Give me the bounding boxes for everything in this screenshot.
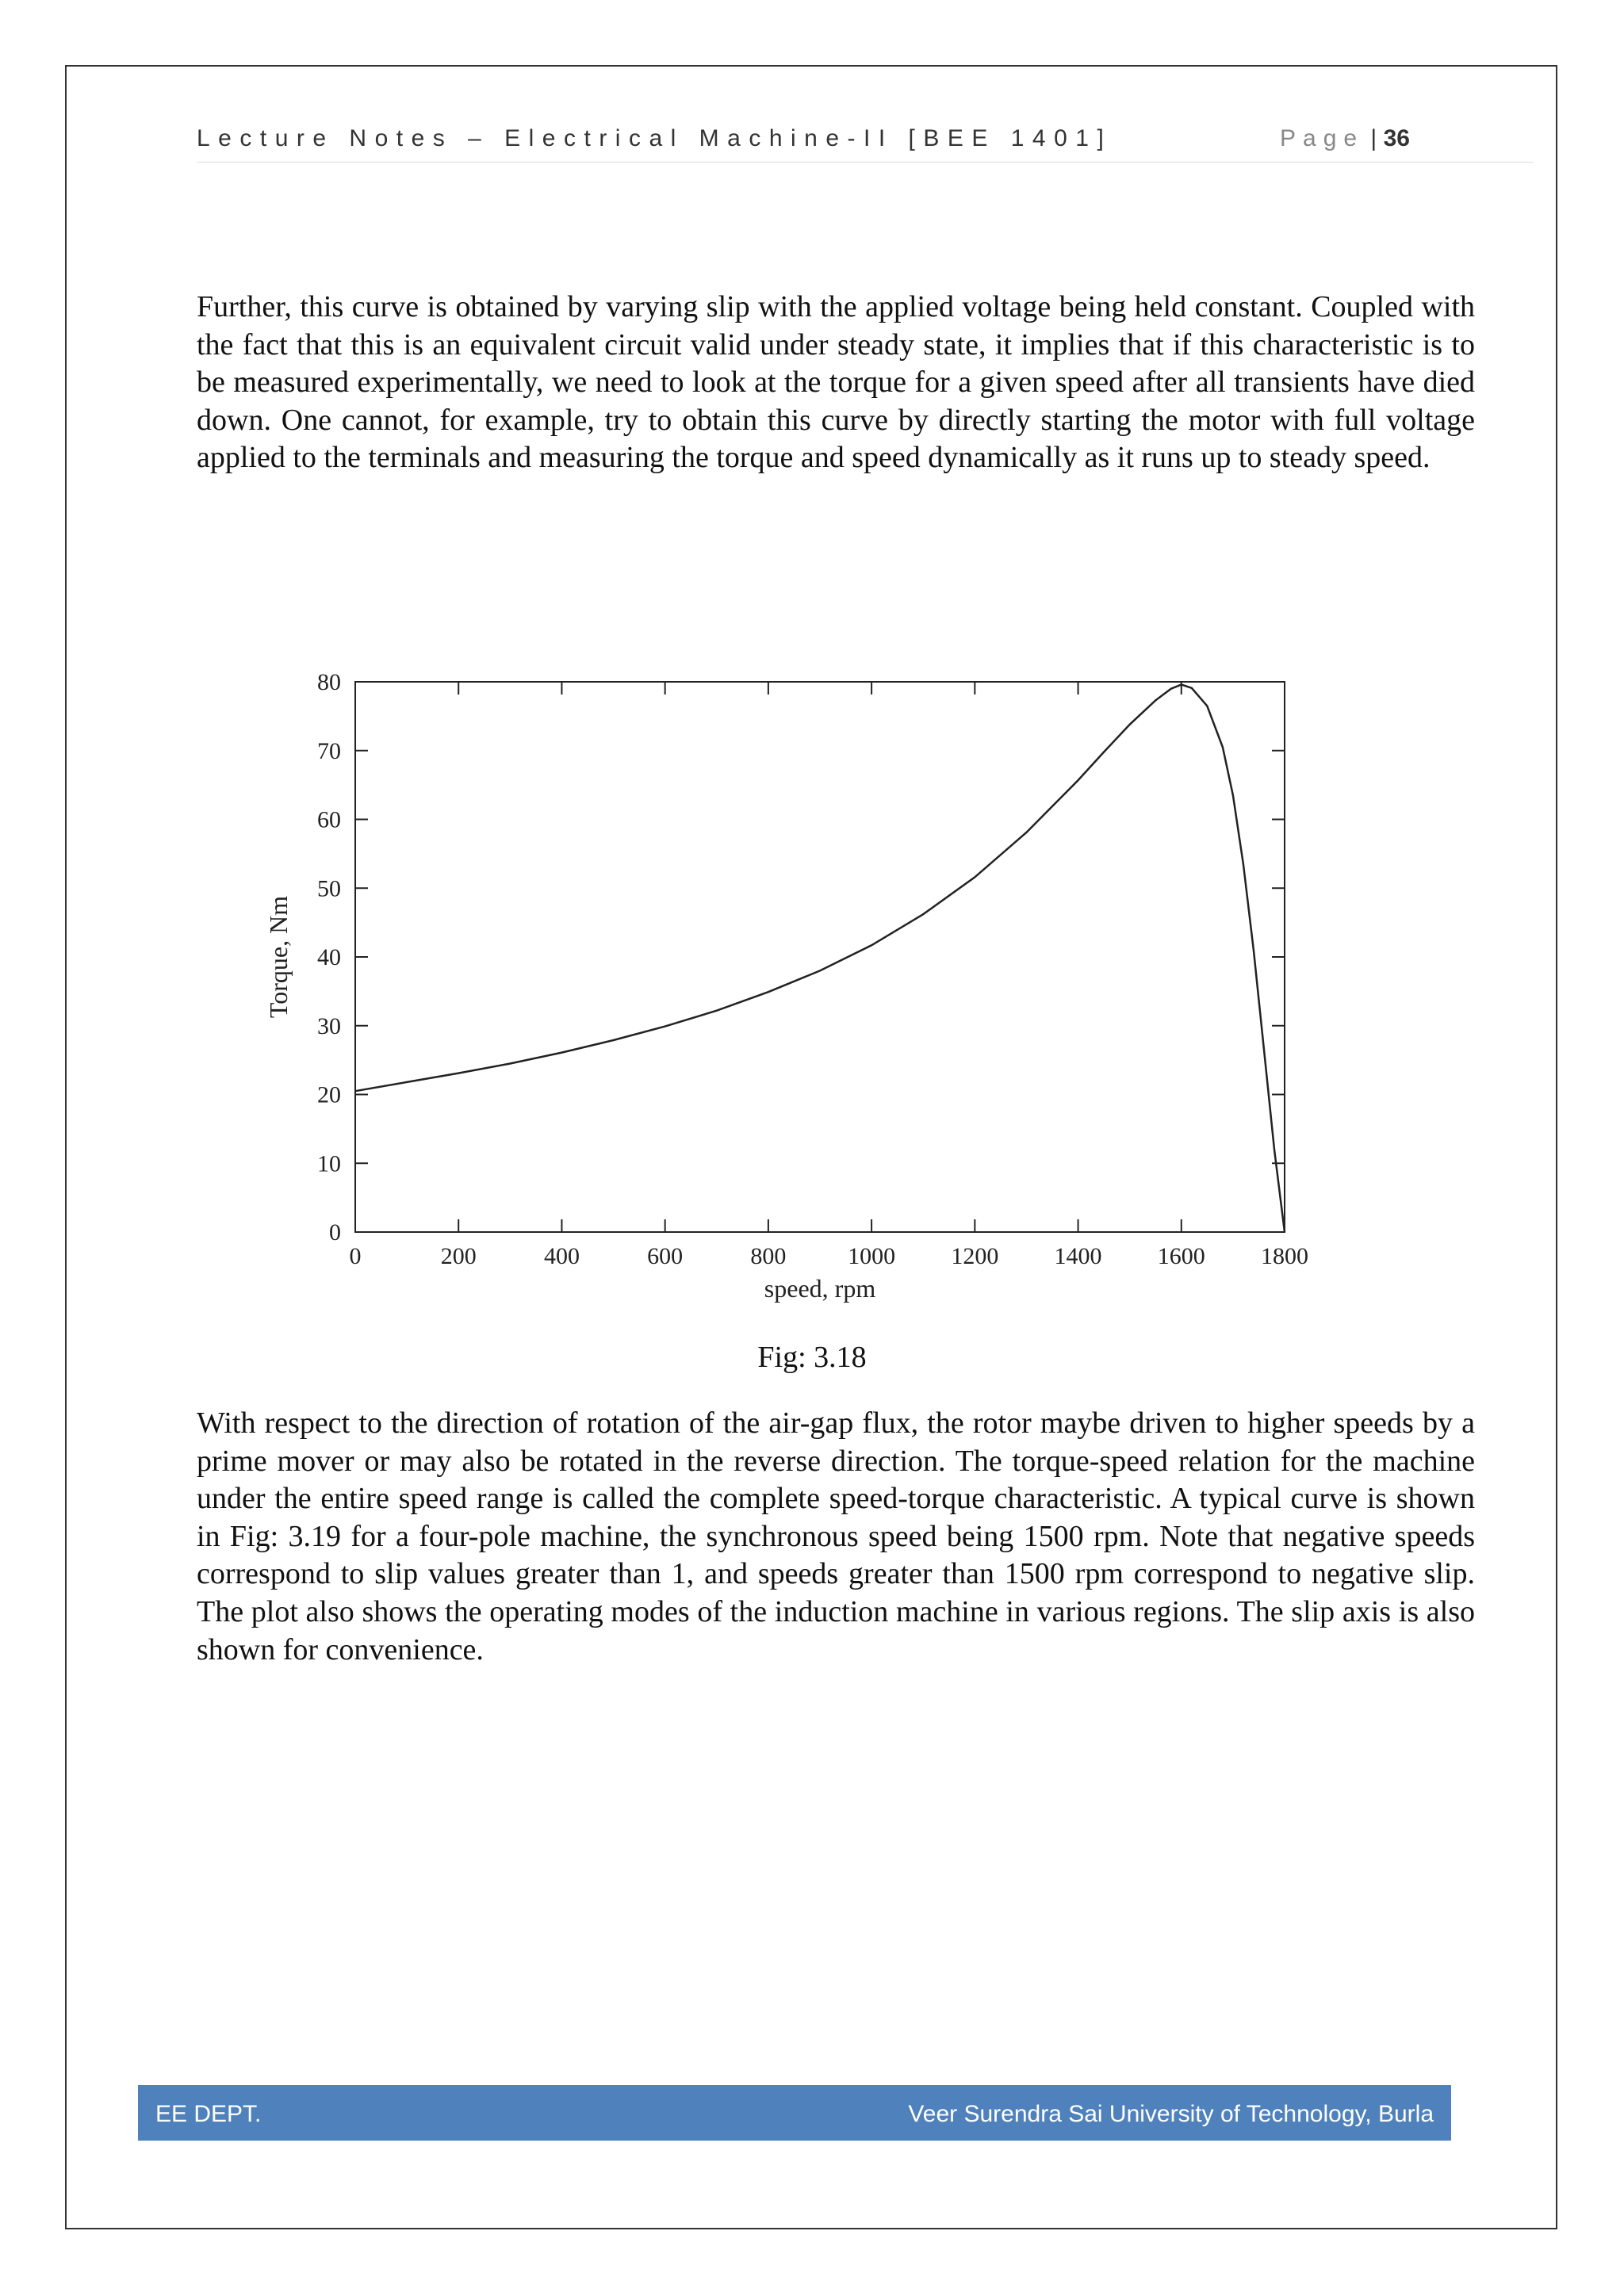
y-tick-label: 20 (317, 1081, 341, 1108)
torque-curve-line (355, 685, 1285, 1233)
y-tick-label: 60 (317, 806, 341, 833)
x-tick-label: 1000 (848, 1243, 896, 1269)
header-page-number: 36 (1383, 125, 1410, 151)
page-footer (138, 2085, 1451, 2141)
y-tick-label: 80 (317, 669, 341, 695)
y-tick-label: 70 (317, 737, 341, 764)
body-paragraph-2: With respect to the direction of rotation of the air-gap flux, the rotor maybe driven to higher speeds by a prime mover or may also be rotated in the reverse direction. The torque-speed relation for the machine under the entire speed range is called the complete speed-torque characteristic. A typical curve is shown in Fig: 3.19 for a four-pole machine, the synchronous speed being 1500 rpm. Note that negative speeds correspond to slip values greater than 1, and speeds greater than 1500 rpm correspond to negative slip. The plot also shows the operating modes of the induction machine in various regions. The slip axis is also shown for convenience. (197, 1406, 1475, 1667)
x-tick-label: 1800 (1261, 1243, 1308, 1269)
header-title: Lecture Notes – Electrical Machine-II [BEE 1401] (197, 125, 1113, 151)
x-tick-label: 600 (647, 1243, 684, 1269)
y-axis-ticks (317, 669, 1285, 1246)
header-page-label: Page (1280, 125, 1365, 151)
x-tick-label: 1600 (1157, 1243, 1205, 1269)
x-tick-label: 200 (440, 1243, 477, 1269)
plot-frame (355, 682, 1285, 1232)
x-tick-label: 400 (543, 1243, 580, 1269)
x-tick-label: 800 (750, 1243, 787, 1269)
y-tick-label: 10 (317, 1150, 341, 1177)
x-tick-label: 0 (349, 1243, 362, 1269)
header-page-indicator (1280, 125, 1410, 152)
x-axis-ticks (350, 682, 1309, 1269)
page-header (197, 125, 1534, 163)
y-tick-label: 50 (317, 875, 341, 902)
figure-caption: Fig: 3.18 (757, 1341, 867, 1374)
y-tick-label: 30 (317, 1012, 341, 1039)
y-axis-label: Torque, Nm (264, 895, 293, 1019)
y-tick-label: 40 (317, 944, 341, 970)
x-axis-label: speed, rpm (764, 1274, 876, 1303)
x-tick-label: 1200 (951, 1243, 999, 1269)
y-tick-label: 0 (329, 1219, 341, 1246)
header-page-separator: | (1370, 125, 1377, 151)
body-paragraph-1: Further, this curve is obtained by varying slip with the applied voltage being held constant. Coupled with the fact that this is an equivalent circuit valid under steady state, it implies that if this characteristic is to be measured experimentally, we need to look at the torque for a given speed after all transients have died down. One cannot, for example, try to obtain this curve by directly starting the motor with full voltage applied to the terminals and measuring the torque and speed dynamically as it runs up to steady speed. (197, 290, 1475, 475)
footer-university: Veer Surendra Sai University of Technology, Burla (908, 2101, 1434, 2127)
x-tick-label: 1400 (1054, 1243, 1102, 1269)
footer-department: EE DEPT. (155, 2101, 262, 2127)
torque-speed-chart (238, 650, 1364, 1324)
